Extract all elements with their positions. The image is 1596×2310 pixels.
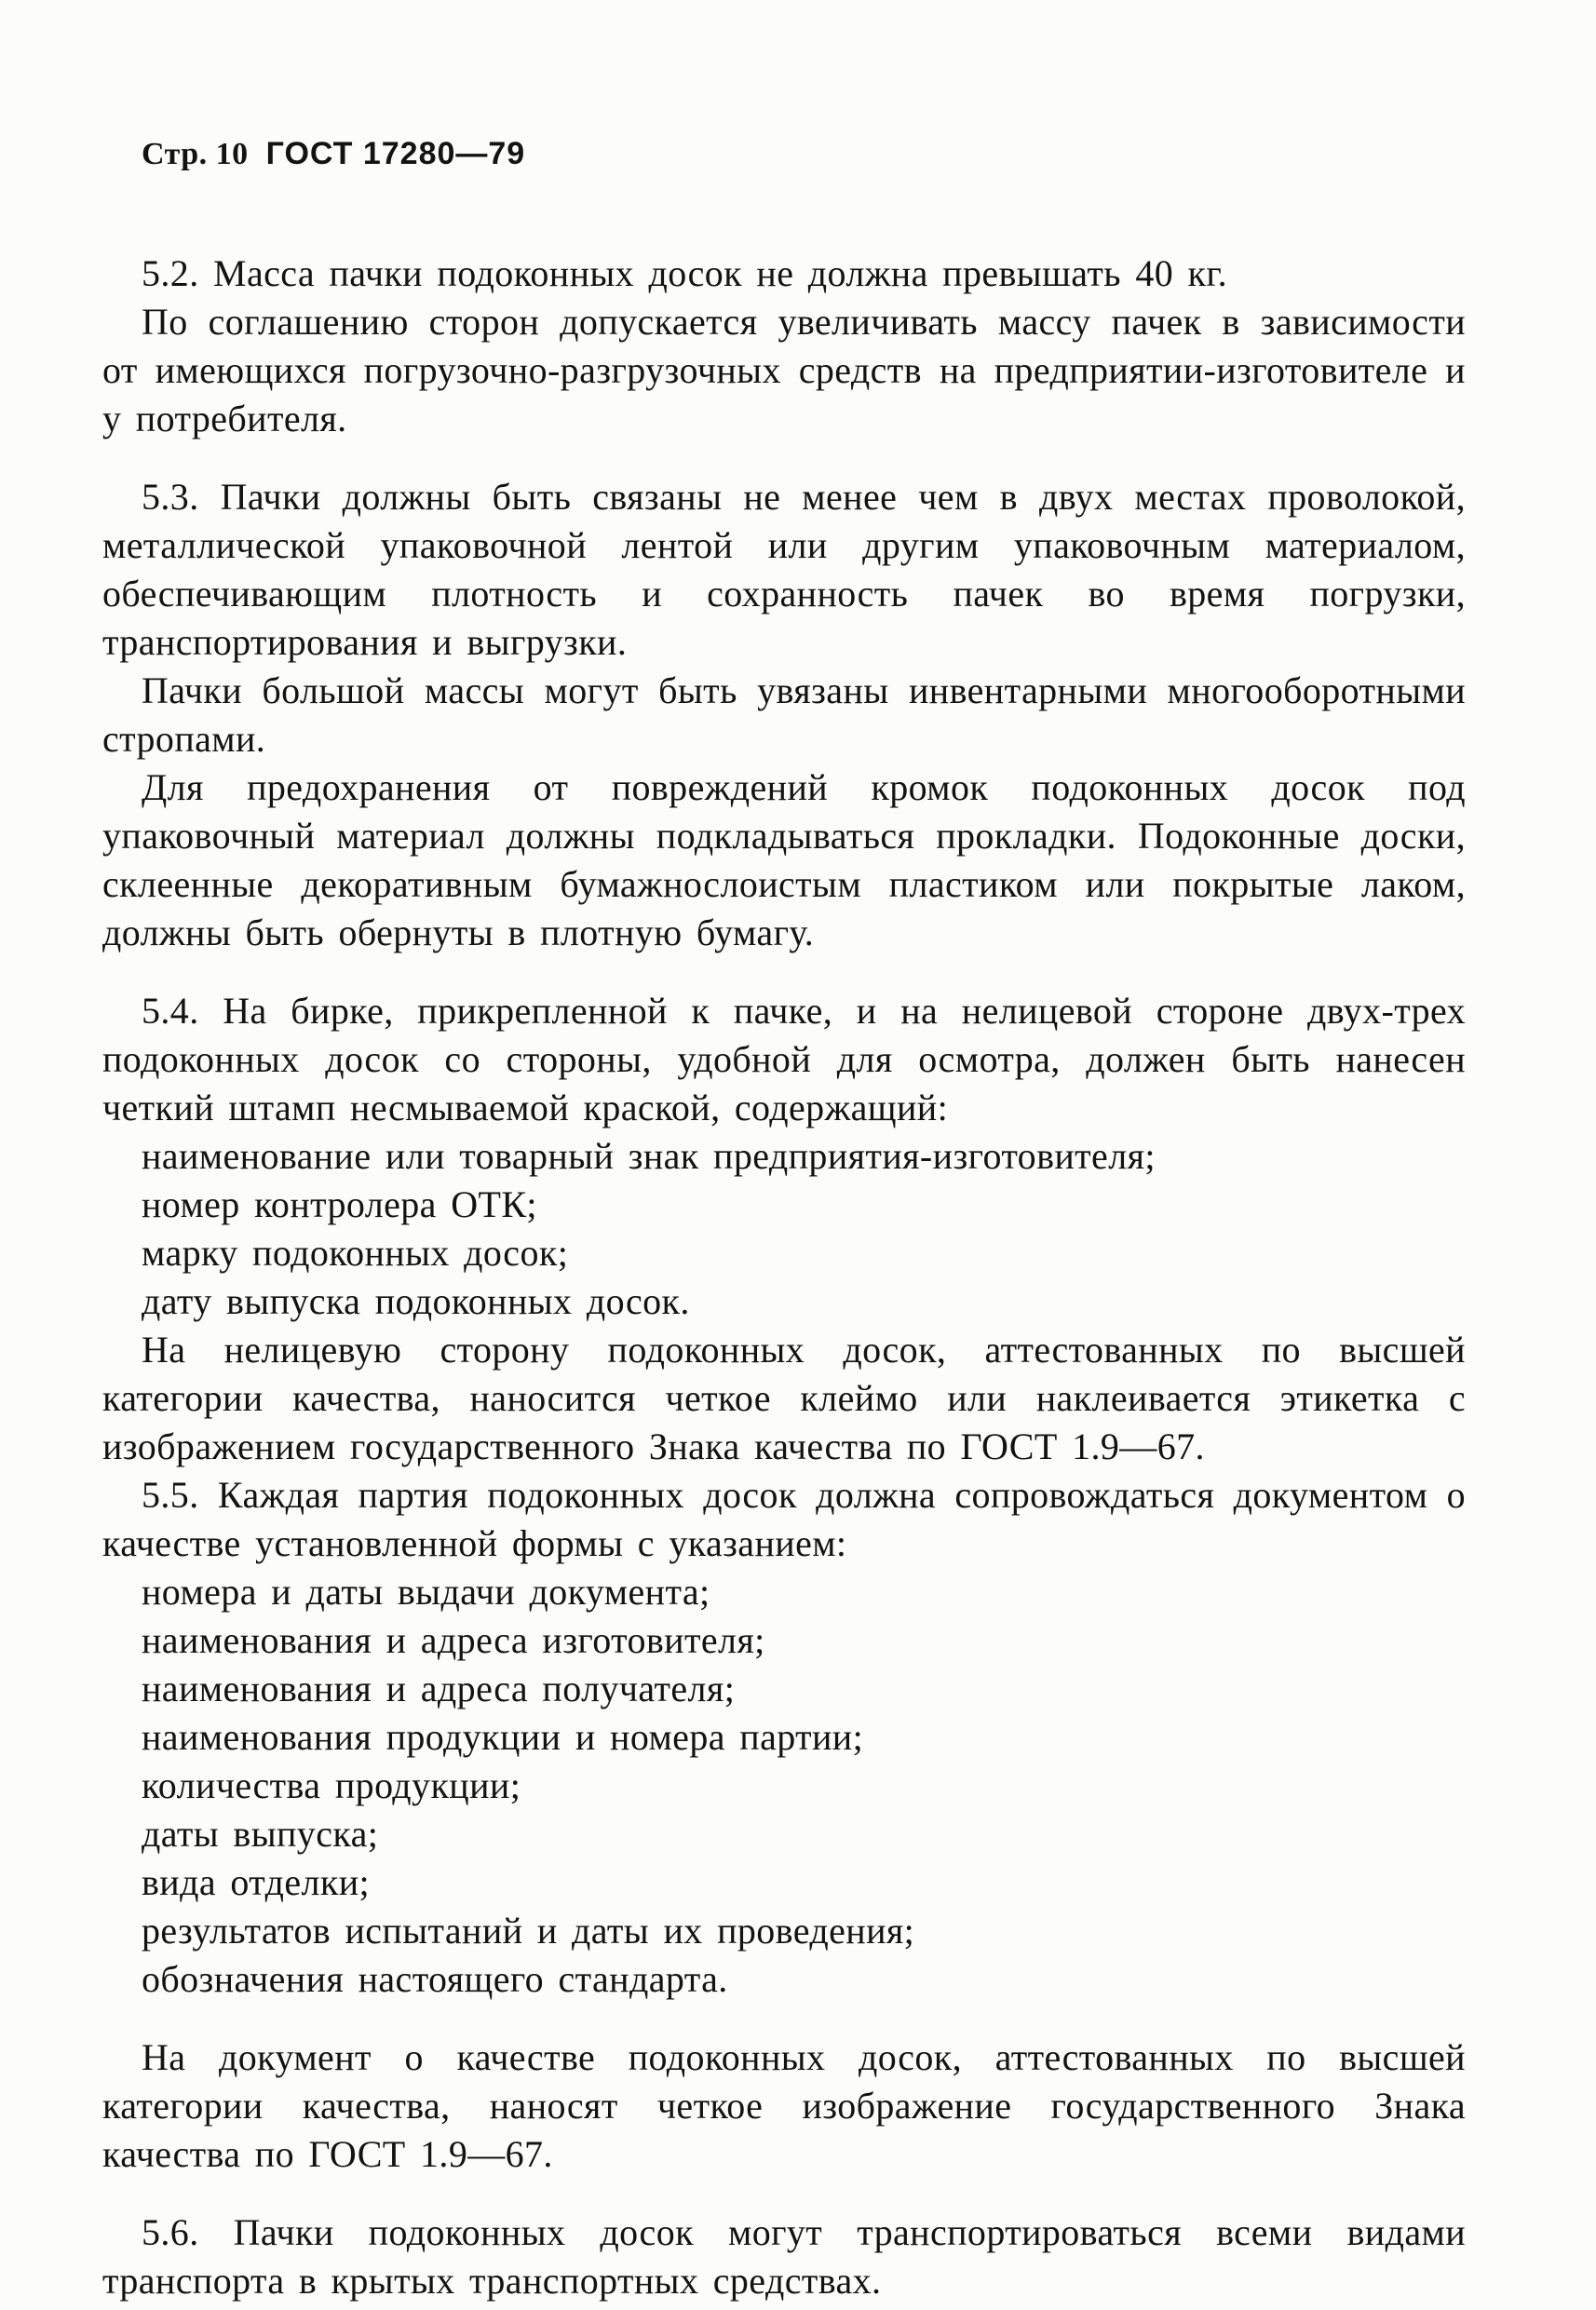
page-header (142, 135, 1466, 173)
clause-5-5: 5.5. Каждая партия подоконных досок должна сопровождаться документом о качестве установленной формы с указанием: (102, 1474, 1466, 1564)
page-number-label: Стр. 10 (142, 137, 249, 171)
document-body (102, 250, 1466, 2305)
quality-doc-list-item-5: количества продукции; (142, 1764, 521, 1806)
standard-number: ГОСТ 17280—79 (265, 136, 526, 171)
clause-5-3-note-1: Пачки большой массы могут быть увязаны инвентарными многооборотными стропами. (102, 669, 1466, 760)
quality-doc-list-item-4: наименования продукции и номера партии; (142, 1716, 864, 1758)
quality-doc-list-item-9: обозначения настоящего стандарта. (142, 1958, 728, 2000)
clause-5-2: 5.2. Масса пачки подоконных досок не должна превышать 40 кг. (142, 252, 1228, 294)
quality-doc-list-item-6: даты выпуска; (142, 1813, 379, 1855)
quality-doc-list-item-1: номера и даты выдачи документа; (142, 1571, 710, 1613)
quality-doc-list-item-8: результатов испытаний и даты их проведения; (142, 1910, 915, 1952)
clause-5-3-note-2: Для предохранения от повреждений кромок подоконных досок под упаковочный материал должны подкладываться прокладки. Подоконные доски, склеенные декоративным бумажнослоистым пластиком или покрытые лаком, должны быть обернуты в плотную бумагу. (102, 766, 1466, 953)
clause-5-3: 5.3. Пачки должны быть связаны не менее чем в двух местах проволокой, металлической упаковочной лентой или другим упаковочным материалом, обеспечивающим плотность и сохранность пачек во время погрузки, транспортирования и выгрузки. (102, 476, 1466, 663)
clause-5-5-note: На документ о качестве подоконных досок, аттестованных по высшей категории качества, наносят четкое изображение государственного Знака качества по ГОСТ 1.9—67. (102, 2036, 1466, 2175)
quality-doc-list-item-3: наименования и адреса получателя; (142, 1668, 736, 1709)
clause-5-2-note: По соглашению сторон допускается увеличивать массу пачек в зависимости от имеющихся погрузочно-разгрузочных средств на предприятии-изготовителе и у потребителя. (102, 301, 1466, 439)
stamp-list-item-3: марку подоконных досок; (142, 1232, 569, 1274)
clause-5-6: 5.6. Пачки подоконных досок могут транспортироваться всеми видами транспорта в крытых транспортных средствах. (102, 2211, 1466, 2302)
clause-5-4: 5.4. На бирке, прикрепленной к пачке, и на нелицевой стороне двух-трех подоконных досок со стороны, удобной для осмотра, должен быть нанесен четкий штамп несмываемой краской, содержащий: (102, 990, 1466, 1128)
stamp-list-item-2: номер контролера ОТК; (142, 1183, 537, 1225)
quality-doc-list-item-2: наименования и адреса изготовителя; (142, 1619, 765, 1661)
clause-5-4-note: На нелицевую сторону подоконных досок, аттестованных по высшей категории качества, наносится четкое клеймо или наклеивается этикетка с изображением государственного Знака качества по ГОСТ 1.9—67. (102, 1329, 1466, 1467)
stamp-list-item-1: наименование или товарный знак предприятия-изготовителя; (142, 1135, 1156, 1177)
stamp-list-item-4: дату выпуска подоконных досок. (142, 1280, 690, 1322)
quality-doc-list-item-7: вида отделки; (142, 1861, 371, 1903)
